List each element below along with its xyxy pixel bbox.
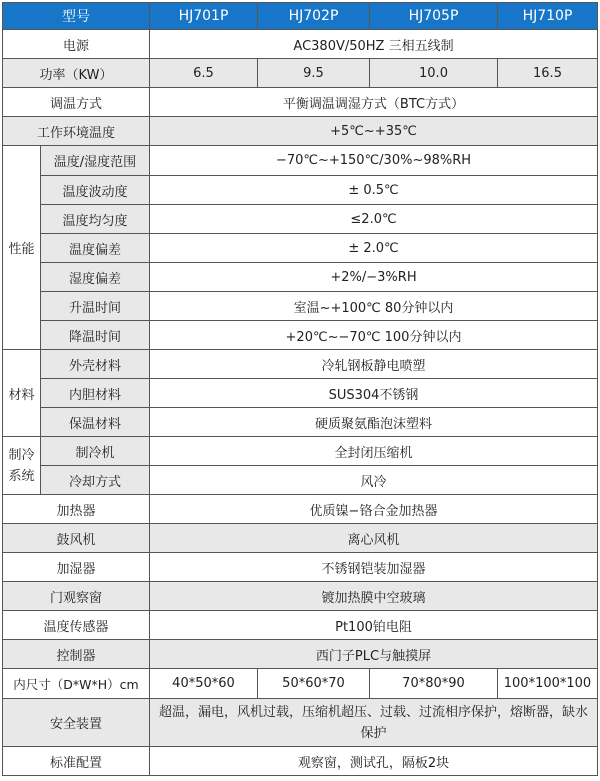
table-row xyxy=(3,408,598,437)
row-value-controller: 西门子PLC与触摸屏 xyxy=(150,640,598,669)
row-value-power-source: AC380V/50HZ 三相五线制 xyxy=(150,30,598,59)
row-value-blower: 离心风机 xyxy=(150,524,598,553)
ref-value-compressor: 全封闭压缩机 xyxy=(150,437,598,466)
row-label-ambient-temp: 工作环境温度 xyxy=(3,117,150,146)
size-value-hj705p: 70*80*90 xyxy=(370,669,498,699)
row-value-safety: 超温，漏电，风机过载，压缩机超压、过载、过流相序保护，熔断器，缺水保护 xyxy=(150,699,598,747)
table-row xyxy=(3,176,598,205)
table-row xyxy=(3,350,598,379)
perf-label-temp-deviation: 温度偏差 xyxy=(41,234,150,263)
perf-value-fluctuation: ± 0.5℃ xyxy=(150,176,598,205)
table-row xyxy=(3,59,598,88)
row-label-control-mode: 调温方式 xyxy=(3,88,150,117)
table-row xyxy=(3,669,598,699)
table-row xyxy=(3,524,598,553)
row-label-safety: 安全装置 xyxy=(3,699,150,747)
row-value-sensor: Pt100铂电阻 xyxy=(150,611,598,640)
table-row xyxy=(3,234,598,263)
row-value-standard: 观察窗，测试孔，隔板2块 xyxy=(150,747,598,776)
row-value-window: 镀加热膜中空玻璃 xyxy=(150,582,598,611)
header-row xyxy=(3,3,598,30)
mat-value-insulation: 硬质聚氨酯泡沫塑料 xyxy=(150,408,598,437)
power-value-hj701p: 6.5 xyxy=(150,59,258,88)
perf-value-heating-time: 室温~+100℃ 80分钟以内 xyxy=(150,292,598,321)
size-value-hj701p: 40*50*60 xyxy=(150,669,258,699)
size-value-hj702p: 50*60*70 xyxy=(258,669,370,699)
mat-label-shell: 外壳材料 xyxy=(41,350,150,379)
table-row xyxy=(3,321,598,350)
table-row xyxy=(3,146,598,176)
row-label-inner-size: 内尺寸（D*W*H）cm xyxy=(3,669,150,699)
perf-label-cooling-time: 降温时间 xyxy=(41,321,150,350)
table-row xyxy=(3,88,598,117)
perf-value-cooling-time: +20℃~−70℃ 100分钟以内 xyxy=(150,321,598,350)
row-label-window: 门观察窗 xyxy=(3,582,150,611)
row-label-humidifier: 加湿器 xyxy=(3,553,150,582)
mat-label-insulation: 保温材料 xyxy=(41,408,150,437)
refrigeration-label-line1: 制冷 xyxy=(8,447,35,463)
ref-label-compressor: 制冷机 xyxy=(41,437,150,466)
spec-table xyxy=(2,2,598,776)
table-row xyxy=(3,379,598,408)
row-value-control-mode: 平衡调温调湿方式（BTC方式） xyxy=(150,88,598,117)
power-value-hj710p: 16.5 xyxy=(498,59,598,88)
perf-label-uniformity: 温度均匀度 xyxy=(41,205,150,234)
row-label-sensor: 温度传感器 xyxy=(3,611,150,640)
table-row xyxy=(3,292,598,321)
model-header-hj702p: HJ702P xyxy=(258,3,370,30)
group-label-materials: 材料 xyxy=(3,350,41,437)
table-row xyxy=(3,640,598,669)
group-label-refrigeration xyxy=(3,437,41,495)
row-label-blower: 鼓风机 xyxy=(3,524,150,553)
table-row xyxy=(3,466,598,495)
mat-value-liner: SUS304不锈钢 xyxy=(150,379,598,408)
table-row xyxy=(3,495,598,524)
table-row xyxy=(3,699,598,747)
row-label-power: 功率（KW） xyxy=(3,59,150,88)
size-value-hj710p: 100*100*100 xyxy=(498,669,598,699)
table-row xyxy=(3,553,598,582)
perf-label-range: 温度/湿度范围 xyxy=(41,146,150,176)
row-value-heater: 优质镍−铬合金加热器 xyxy=(150,495,598,524)
table-row xyxy=(3,205,598,234)
row-label-standard: 标准配置 xyxy=(3,747,150,776)
perf-value-humidity-deviation: +2%/−3%RH xyxy=(150,263,598,292)
table-row xyxy=(3,437,598,466)
model-header-hj701p: HJ701P xyxy=(150,3,258,30)
table-row xyxy=(3,747,598,776)
table-row xyxy=(3,117,598,146)
perf-label-heating-time: 升温时间 xyxy=(41,292,150,321)
row-label-power-source: 电源 xyxy=(3,30,150,59)
perf-label-humidity-deviation: 湿度偏差 xyxy=(41,263,150,292)
perf-label-fluctuation: 温度波动度 xyxy=(41,176,150,205)
perf-value-uniformity: ≤2.0℃ xyxy=(150,205,598,234)
group-label-performance: 性能 xyxy=(3,146,41,350)
mat-value-shell: 冷轧钢板静电喷塑 xyxy=(150,350,598,379)
power-value-hj705p: 10.0 xyxy=(370,59,498,88)
ref-value-cooling-method: 风冷 xyxy=(150,466,598,495)
perf-value-temp-deviation: ± 2.0℃ xyxy=(150,234,598,263)
row-label-heater: 加热器 xyxy=(3,495,150,524)
ref-label-cooling-method: 冷却方式 xyxy=(41,466,150,495)
row-value-humidifier: 不锈钢铠装加湿器 xyxy=(150,553,598,582)
refrigeration-label-line2: 系统 xyxy=(8,468,35,484)
table-row xyxy=(3,611,598,640)
model-header-hj710p: HJ710P xyxy=(498,3,598,30)
power-value-hj702p: 9.5 xyxy=(258,59,370,88)
row-label-controller: 控制器 xyxy=(3,640,150,669)
row-value-ambient-temp: +5℃~+35℃ xyxy=(150,117,598,146)
table-row xyxy=(3,30,598,59)
mat-label-liner: 内胆材料 xyxy=(41,379,150,408)
model-header-label: 型号 xyxy=(3,3,150,30)
table-row xyxy=(3,263,598,292)
table-row xyxy=(3,582,598,611)
perf-value-range: −70℃~+150℃/30%~98%RH xyxy=(150,146,598,176)
model-header-hj705p: HJ705P xyxy=(370,3,498,30)
